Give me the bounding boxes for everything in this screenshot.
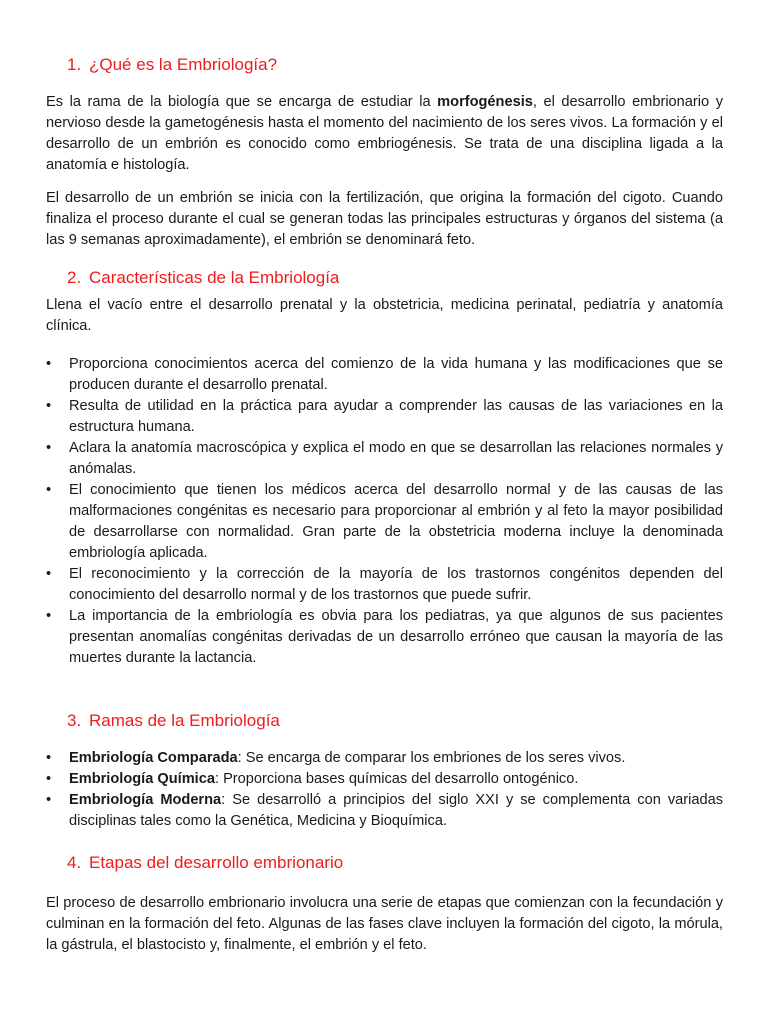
list-item — [46, 748, 723, 769]
list-item — [46, 354, 723, 396]
bullet-dot: • — [46, 608, 52, 624]
section-2-bullet-list — [46, 354, 723, 669]
section-3-heading — [67, 711, 280, 731]
bullet-dot: • — [46, 398, 52, 414]
bullet-dot: • — [46, 482, 52, 498]
section-3-number: 3. — [67, 711, 82, 730]
list-item — [46, 438, 723, 480]
bullet-dot: • — [46, 356, 52, 372]
branch-term: Embriología Comparada — [69, 750, 238, 766]
branch-term: Embriología Moderna — [69, 792, 222, 808]
list-item — [46, 564, 723, 606]
section-2-number: 2. — [67, 268, 82, 287]
section-1-title: ¿Qué es la Embriología? — [89, 55, 278, 74]
section-4-heading — [67, 853, 343, 873]
list-item-text: El reconocimiento y la corrección de la mayoría de los trastornos congénitos dependen del conocimiento del desarrollo normal y de los trastornos que puede sufrir. — [69, 566, 723, 603]
section-1-paragraph-2: El desarrollo de un embrión se inicia con la fertilización, que origina la formación del cigoto. Cuando finaliza el proceso durante el cual se generan todas las principales estructuras y órganos del sistema (a las 9 semanas aproximadamente), el embrión se denominará feto. — [46, 190, 723, 248]
list-item — [46, 790, 723, 832]
branch-description: : Se encarga de comparar los embriones de los seres vivos. — [237, 750, 626, 766]
list-item-text: Resulta de utilidad en la práctica para ayudar a comprender las causas de las variaciones en la estructura humana. — [69, 398, 723, 435]
branch-term: Embriología Química — [69, 771, 215, 787]
section-1-heading — [67, 55, 277, 75]
list-item — [46, 606, 723, 669]
section-2-heading — [67, 268, 339, 288]
bold-term-morfogenesis: morfogénesis — [437, 94, 533, 110]
section-1-paragraph-1 — [46, 92, 723, 176]
list-item — [46, 480, 723, 564]
list-item-text: Aclara la anatomía macroscópica y explica el modo en que se desarrollan las relaciones normales y anómalas. — [69, 440, 723, 477]
section-3-bullet-list — [46, 748, 723, 832]
bullet-dot: • — [46, 750, 52, 766]
list-item-text: Proporciona conocimientos acerca del comienzo de la vida humana y las modificaciones que se producen durante el desarrollo prenatal. — [69, 356, 723, 393]
list-item — [46, 396, 723, 438]
bullet-dot: • — [46, 566, 52, 582]
list-item — [46, 769, 723, 790]
section-4-title: Etapas del desarrollo embrionario — [89, 853, 344, 872]
paragraph-text: , el desarrollo embrionario y nervioso desde la gametogénesis hasta el momento del nacimiento de los seres vivos. La formación y el desarrollo de un embrión es conocido como embriogénesis. Se trata de una disciplina ligada a la anatomía e histología. — [46, 94, 723, 173]
section-4-paragraph: El proceso de desarrollo embrionario involucra una serie de etapas que comienzan con la fecundación y culminan en la formación del feto. Algunas de las fases clave incluyen la formación del cigoto, la mórula, la gástrula, el blastocisto y, finalmente, el embrión y el feto. — [46, 895, 723, 953]
branch-description: : Proporciona bases químicas del desarrollo ontogénico. — [214, 771, 579, 787]
section-4-number: 4. — [67, 853, 82, 872]
branch-description: : Se desarrolló a principios del siglo XXI y se complementa con variadas disciplinas tales como la Genética, Medicina y Bioquímica. — [69, 792, 723, 829]
paragraph-text: Es la rama de la biología que se encarga de estudiar la — [46, 94, 438, 110]
section-2-title: Características de la Embriología — [89, 268, 340, 287]
section-1-number: 1. — [67, 55, 82, 74]
list-item-text: El conocimiento que tienen los médicos acerca del desarrollo normal y de las causas de las malformaciones congénitas es necesario para proporcionar al embrión y al feto la mayor posibilidad de desarrollarse con normalidad. Gran parte de la obstetricia moderna incluye la denominada embriología aplicada. — [69, 482, 723, 561]
bullet-dot: • — [46, 771, 52, 787]
section-2-intro: Llena el vacío entre el desarrollo prenatal y la obstetricia, medicina perinatal, pediatría y anatomía clínica. — [46, 297, 723, 334]
section-3-title: Ramas de la Embriología — [89, 711, 280, 730]
bullet-dot: • — [46, 792, 52, 808]
bullet-dot: • — [46, 440, 52, 456]
list-item-text: La importancia de la embriología es obvia para los pediatras, ya que algunos de sus pacientes presentan anomalías congénitas derivadas de un desarrollo erróneo que causan la mayoría de las muertes durante la lactancia. — [69, 608, 723, 666]
